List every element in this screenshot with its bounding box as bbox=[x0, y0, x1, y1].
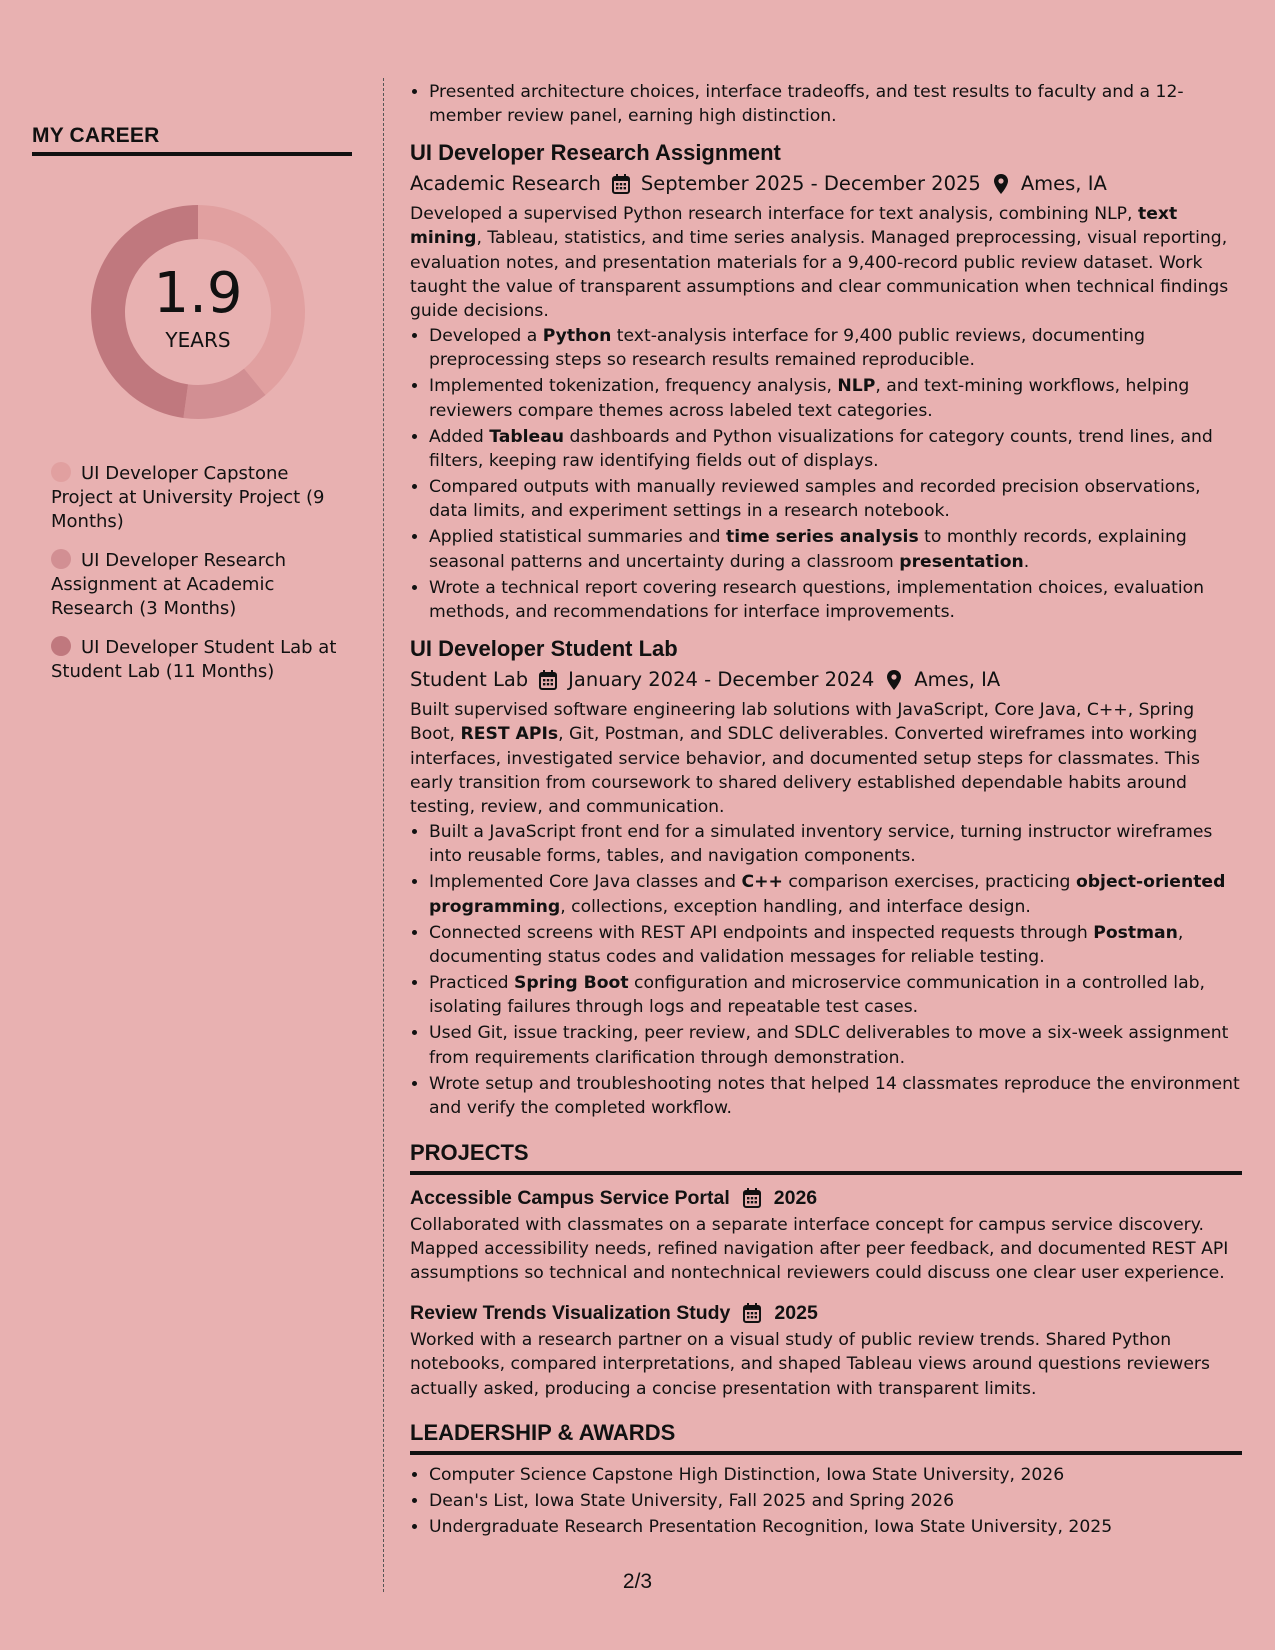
project-description: Collaborated with classmates on a separate interface concept for campus service discovery. Mapped accessibility needs, refined navigation after peer feedback, and documented REST API assumptions so technical and nontechnical reviewers could discuss one clear user experience. bbox=[410, 1214, 1229, 1284]
project-year: 2026 bbox=[773, 1186, 818, 1209]
job-title: UI Developer Student Lab bbox=[410, 635, 678, 661]
career-sidebar bbox=[32, 124, 352, 699]
job-title: UI Developer Research Assignment bbox=[410, 139, 781, 165]
bullet-item: • Used Git, issue tracking, peer review, and SDLC deliverables to move a six-week assignment from requirements clarification through demonstration. bbox=[429, 1021, 1242, 1070]
job-org: Student Lab bbox=[410, 667, 529, 691]
legend-dot-icon bbox=[51, 549, 71, 569]
bullet-item: • Connected screens with REST API endpoints and inspected requests through Postman, documenting status codes and validation messages for reliable testing. bbox=[429, 921, 1242, 970]
job-meta bbox=[410, 170, 1242, 198]
legend-label: UI Developer Student Lab at Student Lab (11 Months) bbox=[51, 637, 337, 682]
bullet-item: • Added Tableau dashboards and Python visualizations for category counts, trend lines, and filters, keeping raw identifying fields out of displays. bbox=[429, 425, 1242, 474]
job-dates: January 2024 - December 2024 bbox=[568, 667, 875, 691]
job-org: Academic Research bbox=[410, 171, 601, 195]
legend-item bbox=[51, 636, 352, 684]
calendar-icon bbox=[611, 173, 631, 195]
project-title: Review Trends Visualization Study bbox=[410, 1301, 731, 1324]
career-donut-chart bbox=[78, 192, 318, 432]
bullet-item: • Implemented tokenization, frequency analysis, NLP, and text-mining workflows, helping reviewers compare themes across labeled text categories. bbox=[429, 374, 1242, 423]
job-meta bbox=[410, 666, 1242, 694]
job-entry bbox=[410, 635, 1242, 1121]
calendar-icon bbox=[742, 1302, 762, 1324]
award-item: • Undergraduate Research Presentation Recognition, Iowa State University, 2025 bbox=[429, 1515, 1242, 1539]
career-legend bbox=[32, 462, 352, 684]
projects-heading: PROJECTS bbox=[410, 1139, 1242, 1175]
location-pin-icon bbox=[991, 173, 1011, 195]
awards-heading: LEADERSHIP & AWARDS bbox=[410, 1419, 1242, 1455]
legend-label: UI Developer Research Assignment at Academic Research (3 Months) bbox=[51, 550, 287, 619]
bullet-item: • Built a JavaScript front end for a simulated inventory service, turning instructor wireframes into reusable forms, tables, and navigation components. bbox=[429, 820, 1242, 869]
job-description: Built supervised software engineering lab solutions with JavaScript, Core Java, C++, Spring Boot, REST APIs, Git, Postman, and SDLC deliverables. Converted wireframes into working interfaces, investigated service behavior, and documented setup steps for classmates. This early transition from coursework to shared delivery established dependable habits around testing, review, and communication. bbox=[410, 699, 1200, 818]
project-title-row bbox=[410, 1300, 1242, 1326]
legend-item bbox=[51, 462, 352, 534]
legend-dot-icon bbox=[51, 462, 71, 482]
bullet-item: • Presented architecture choices, interface tradeoffs, and test results to faculty and a 12-member review panel, earning high distinction. bbox=[429, 80, 1242, 129]
award-item: • Dean's List, Iowa State University, Fall 2025 and Spring 2026 bbox=[429, 1489, 1242, 1513]
calendar-icon bbox=[538, 669, 558, 691]
column-divider bbox=[383, 78, 384, 1592]
project-title-row bbox=[410, 1185, 1242, 1211]
job-bullets bbox=[410, 820, 1242, 1121]
project-entry bbox=[410, 1300, 1242, 1401]
legend-item bbox=[51, 549, 352, 621]
bullet-item: • Compared outputs with manually reviewed samples and recorded precision observations, data limits, and experiment settings in a research notebook. bbox=[429, 475, 1242, 524]
project-title: Accessible Campus Service Portal bbox=[410, 1186, 730, 1209]
bullet-item: • Implemented Core Java classes and C++ comparison exercises, practicing object-oriented programming, collections, exception handling, and interface design. bbox=[429, 870, 1242, 919]
job-bullets bbox=[410, 324, 1242, 625]
job-dates: September 2025 - December 2025 bbox=[640, 171, 981, 195]
project-entry bbox=[410, 1185, 1242, 1286]
job-location: Ames, IA bbox=[914, 667, 1001, 691]
legend-dot-icon bbox=[51, 636, 71, 656]
continued-bullets bbox=[410, 80, 1242, 129]
career-total-value: 1.9 bbox=[153, 261, 243, 326]
awards-list bbox=[410, 1463, 1242, 1539]
main-column bbox=[410, 80, 1242, 1541]
bullet-item: • Wrote setup and troubleshooting notes that helped 14 classmates reproduce the environment and verify the completed workflow. bbox=[429, 1072, 1242, 1121]
project-year: 2025 bbox=[774, 1301, 818, 1324]
career-heading: MY CAREER bbox=[32, 124, 352, 156]
page-number: 2/3 bbox=[622, 1570, 653, 1593]
job-location: Ames, IA bbox=[1020, 171, 1107, 195]
project-description: Worked with a research partner on a visual study of public review trends. Shared Python notebooks, compared interpretations, and shaped Tableau views around questions reviewers actually asked, producing a concise presentation with transparent limits. bbox=[410, 1329, 1210, 1399]
job-description: Developed a supervised Python research interface for text analysis, combining NLP, text mining, Tableau, statistics, and time series analysis. Managed preprocessing, visual reporting, evaluation notes, and presentation materials for a 9,400-record public review dataset. Work taught the value of transparent assumptions and clear communication when technical findings guide decisions. bbox=[410, 203, 1229, 322]
career-total-unit: YEARS bbox=[165, 328, 231, 352]
bullet-item: • Developed a Python text-analysis interface for 9,400 public reviews, documenting preprocessing steps so research results remained reproducible. bbox=[429, 324, 1242, 373]
job-entry bbox=[410, 139, 1242, 625]
legend-label: UI Developer Capstone Project at University Project (9 Months) bbox=[51, 463, 325, 532]
bullet-item: • Practiced Spring Boot configuration and microservice communication in a controlled lab, isolating failures through logs and repeatable test cases. bbox=[429, 971, 1242, 1020]
bullet-item: • Applied statistical summaries and time series analysis to monthly records, explaining seasonal patterns and uncertainty during a classroom presentation. bbox=[429, 525, 1242, 574]
calendar-icon bbox=[742, 1187, 762, 1209]
award-item: • Computer Science Capstone High Distinction, Iowa State University, 2026 bbox=[429, 1463, 1242, 1487]
location-pin-icon bbox=[884, 669, 904, 691]
bullet-item: • Wrote a technical report covering research questions, implementation choices, evaluation methods, and recommendations for interface improvements. bbox=[429, 576, 1242, 625]
